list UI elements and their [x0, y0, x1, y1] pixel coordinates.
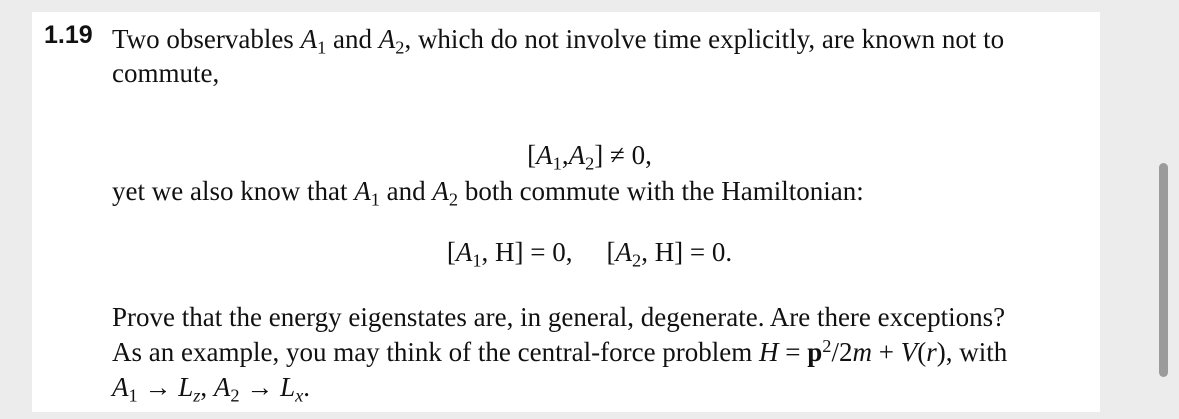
symbol-A2: A	[568, 140, 586, 170]
symbol-m: m	[852, 337, 872, 367]
subscript-1: 1	[472, 250, 482, 271]
text-span: , which do not involve time explicitly, are known not to	[404, 24, 1005, 54]
subscript-1: 1	[552, 153, 562, 174]
problem-intro-line-2: commute,	[112, 58, 220, 88]
symbol-A1: A	[455, 237, 473, 267]
text-span: yet we also know that	[112, 176, 355, 206]
period: .	[303, 372, 310, 402]
symbol-A2: A	[378, 24, 396, 54]
text-span: and	[326, 24, 379, 54]
superscript-2: 2	[822, 335, 832, 356]
subscript-1: 1	[128, 385, 138, 406]
bracket-open: [	[446, 237, 456, 267]
symbol-A2: A	[615, 237, 632, 267]
text-span: and	[379, 176, 433, 206]
subscript-2: 2	[448, 189, 459, 210]
vertical-scrollbar[interactable]	[1159, 163, 1168, 377]
symbol-L: L	[280, 372, 296, 402]
hamiltonian-commutator-1: , H] = 0,	[481, 237, 573, 267]
problem-intro-line-1	[112, 24, 1005, 58]
plus: +	[872, 337, 901, 367]
text-span: /2	[831, 337, 853, 367]
text-span: ), with	[936, 337, 1008, 367]
hamiltonian-commutator-2: , H] = 0.	[641, 237, 733, 267]
symbol-r: r	[926, 337, 937, 367]
symbol-L: L	[178, 372, 194, 402]
symbol-A1: A	[354, 176, 371, 206]
symbol-H: H	[759, 337, 779, 367]
symbol-p: p	[807, 337, 823, 367]
arrow: →	[137, 372, 179, 402]
symbol-V: V	[900, 337, 918, 367]
bracket-close-neq-zero: ] ≠ 0,	[594, 140, 652, 170]
commute-hamiltonian-line	[112, 176, 864, 210]
symbol-A1: A	[300, 24, 318, 54]
text-span: Two observables	[112, 24, 301, 54]
subscript-1: 1	[370, 189, 380, 210]
equals: =	[778, 337, 808, 367]
symbol-A1: A	[112, 372, 129, 402]
subscript-2: 2	[585, 153, 595, 174]
prove-line-2	[112, 337, 1007, 368]
symbol-A2: A	[432, 176, 449, 206]
subscript-2: 2	[632, 250, 642, 271]
subscript-x: x	[295, 385, 304, 406]
bracket-open: [	[527, 140, 537, 170]
arrow: →	[239, 372, 281, 402]
text-span: both commute with the Hamiltonian:	[458, 176, 864, 206]
subscript-2: 2	[395, 37, 405, 58]
separator: ,	[200, 372, 214, 402]
subscript-1: 1	[317, 37, 327, 58]
subscript-z: z	[193, 385, 201, 406]
subscript-2: 2	[230, 385, 240, 406]
commutator-equation-1	[0, 140, 1179, 174]
text-span: As an example, you may think of the central-force problem	[112, 337, 760, 367]
problem-number: 1.19	[44, 21, 93, 49]
prove-line-1: Prove that the energy eigenstates are, in general, degenerate. Are there exceptions?	[112, 302, 1006, 332]
symbol-A1: A	[536, 140, 553, 170]
example-operators-line	[112, 372, 310, 406]
commutator-equation-2	[0, 237, 1179, 271]
symbol-A2: A	[213, 372, 231, 402]
bracket-open: [	[606, 237, 616, 267]
paren-open: (	[917, 337, 927, 367]
comma: ,	[561, 140, 569, 170]
